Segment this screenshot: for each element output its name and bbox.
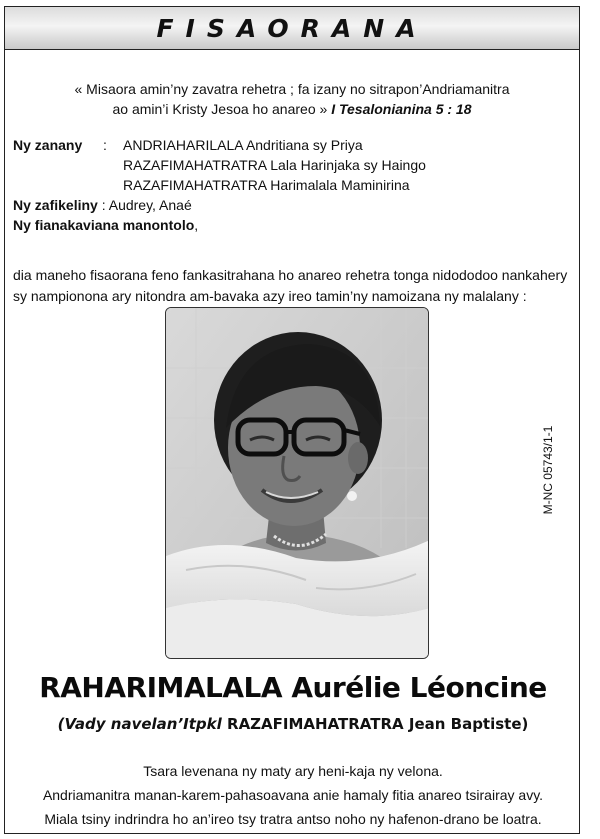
grandchildren-names: : Audrey, Anaé (101, 197, 192, 213)
closing-line-3: Miala tsiny indrindra ho an’ireo tsy tratra antso noho ny hafenon-drano be loatra. (44, 811, 542, 827)
extended-family-label: Ny fianakaviana manontolo (13, 217, 195, 233)
quote-line-2 (5, 99, 579, 119)
child-name: RAZAFIMAHATRATRA Lala Harinjaka sy Haingo (123, 157, 426, 173)
intro-line-1: dia maneho fisaorana feno fankasitrahana ho anareo rehetra tonga nidododoo nankahery (13, 267, 568, 283)
child-name: RAZAFIMAHATRATRA Harimalala Maminirina (123, 177, 410, 193)
closing-line-1: Tsara levenana ny maty ary heni-kaja ny velona. (143, 763, 443, 779)
children-colon: : (103, 137, 107, 153)
notice-frame (4, 6, 580, 834)
notice-title: FISAORANA (156, 13, 428, 43)
extended-family-suffix: , (194, 217, 199, 233)
intro-line-2: sy nampionona ary nitondra am-bavaka azy ireo tamin’ny namoizana ny malalany : (13, 288, 527, 304)
deceased-name: RAHARIMALALA Aurélie Léoncine (39, 671, 547, 704)
portrait-illustration (166, 308, 429, 659)
quote-line-2-text: ao amin’i Kristy Jesoa ho anareo » (112, 101, 328, 117)
grandchildren-row (13, 195, 573, 215)
bible-quote (5, 79, 579, 119)
header-bar (5, 7, 579, 50)
extended-family-row (13, 215, 573, 235)
grandchildren-label: Ny zafikeliny (13, 197, 98, 213)
closing-line-2: Andriamanitra manan-karem-pahasoavana anie hamaly fitia anareo tsirairay avy. (42, 787, 544, 803)
portrait-photo (165, 307, 429, 659)
thanks-intro (13, 265, 573, 307)
quote-reference: I Tesalonianina 5 : 18 (331, 101, 472, 117)
closing-text (5, 759, 581, 831)
quote-line-1: « Misaora amin’ny zavatra rehetra ; fa izany no sitrapon’Andriamanitra (74, 81, 510, 97)
child-name: ANDRIAHARILALA Andritiana sy Priya (123, 137, 363, 153)
ad-reference-code: M-NC 05743/1-1 (541, 425, 555, 515)
children-row-1 (13, 135, 573, 155)
spouse-suffix: ) (521, 715, 529, 733)
children-row-3 (13, 175, 573, 195)
children-label: Ny zanany (13, 137, 83, 153)
spouse-name: RAZAFIMAHATRATRA Jean Baptiste (227, 715, 522, 733)
children-row-2 (13, 155, 573, 175)
spouse-line (5, 715, 581, 733)
spouse-prefix: (Vady navelan’Itpkl (57, 715, 222, 733)
family-list (13, 135, 573, 235)
